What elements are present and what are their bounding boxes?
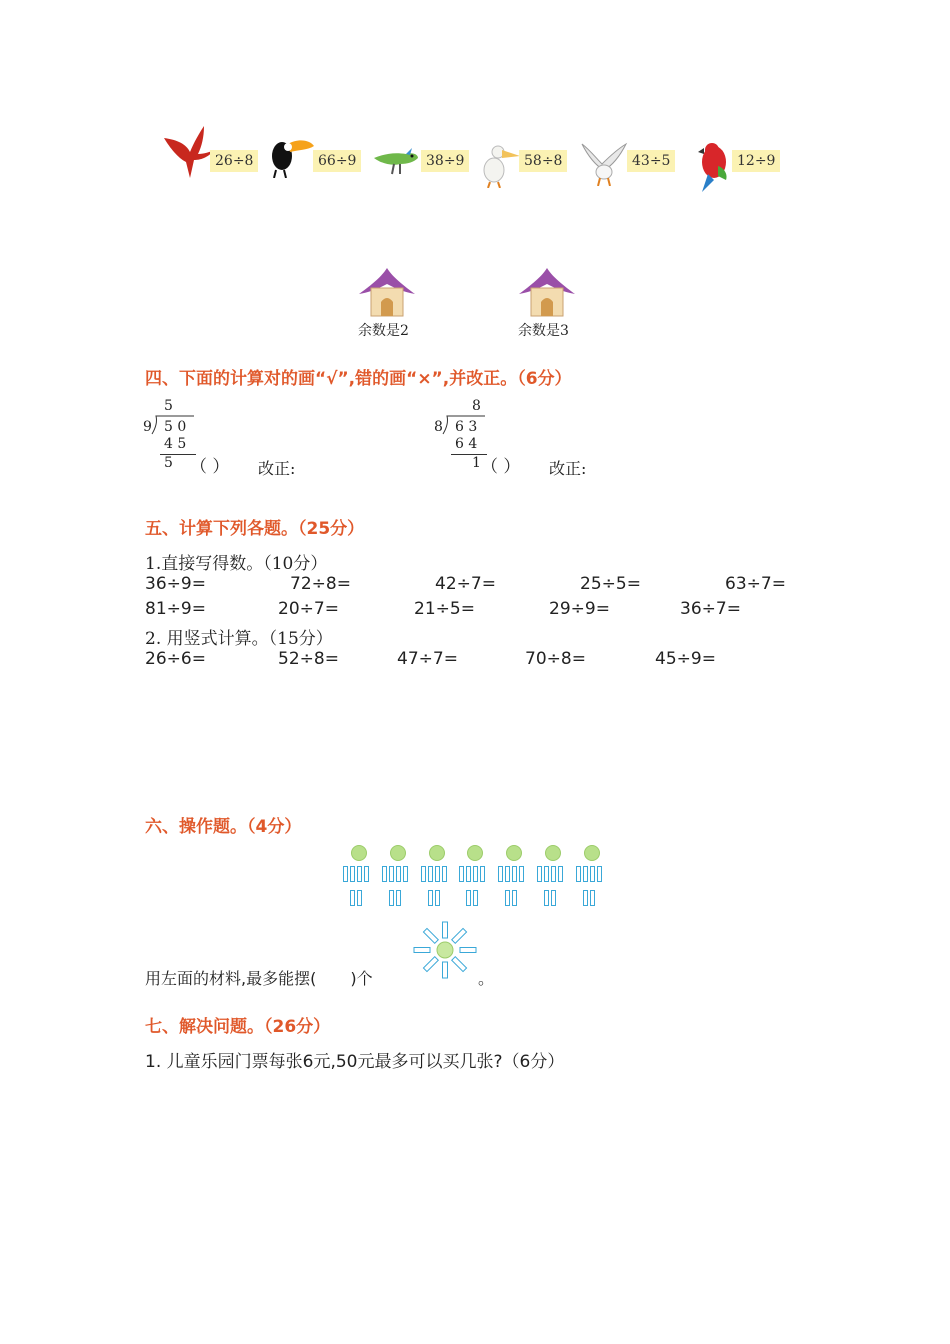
material-circle [545, 845, 561, 861]
material-circle [429, 845, 445, 861]
stick [583, 890, 588, 906]
answer-paren[interactable]: （ ） [190, 457, 230, 477]
remainder: 5 [164, 455, 173, 471]
problem: 52÷8= [278, 649, 339, 669]
stick [364, 866, 369, 882]
stick [551, 890, 556, 906]
stick [389, 866, 394, 882]
stick [421, 866, 426, 882]
stick [473, 890, 478, 906]
toucan-icon [268, 132, 316, 178]
stick [597, 866, 602, 882]
stick [403, 866, 408, 882]
problem: 81÷9= [145, 599, 206, 619]
problem: 45÷9= [655, 649, 716, 669]
material-sticks [382, 866, 410, 886]
material-sticks [389, 890, 403, 910]
problem: 20÷7= [278, 599, 339, 619]
stick [435, 890, 440, 906]
question-1: 1. 儿童乐园门票每张6元,50元最多可以买几张?（6分） [145, 1052, 565, 1072]
green-bird-icon [372, 142, 420, 176]
part2-label: 2. 用竖式计算。（15分） [145, 629, 333, 649]
stick [551, 866, 556, 882]
stick [350, 866, 355, 882]
stick [357, 890, 362, 906]
question-mid: )个 [350, 969, 373, 988]
stick [537, 866, 542, 882]
problem: 72÷8= [290, 574, 351, 594]
stick [544, 866, 549, 882]
expr-label: 66÷9 [313, 150, 361, 172]
stick [428, 866, 433, 882]
expr-label: 58÷8 [519, 150, 567, 172]
pelican-icon [480, 140, 522, 188]
material-circle [390, 845, 406, 861]
stick [480, 866, 485, 882]
dividend: 6 3 [455, 419, 478, 435]
divisor: 9 [143, 419, 152, 435]
house-icon [357, 266, 417, 318]
house-icon [517, 266, 577, 318]
house-label: 余数是3 [518, 323, 569, 339]
problem: 26÷6= [145, 649, 206, 669]
stick [357, 866, 362, 882]
house-label: 余数是2 [358, 323, 409, 339]
material-sticks [466, 890, 480, 910]
expr-label: 43÷5 [627, 150, 675, 172]
product: 6 4 [455, 436, 478, 452]
quotient: 8 [472, 398, 481, 414]
material-sticks [505, 890, 519, 910]
material-circle [467, 845, 483, 861]
expr-label: 12÷9 [732, 150, 780, 172]
part1-label: 1.直接写得数。（10分） [145, 554, 328, 574]
problem: 36÷9= [145, 574, 206, 594]
stick [583, 866, 588, 882]
stick [590, 890, 595, 906]
red-bird-icon [160, 122, 216, 180]
material-sticks [576, 866, 604, 886]
material-circle [506, 845, 522, 861]
problem: 29÷9= [549, 599, 610, 619]
divisor: 8 [434, 419, 443, 435]
material-sticks [544, 890, 558, 910]
stick [590, 866, 595, 882]
problem: 25÷5= [580, 574, 641, 594]
stick [498, 866, 503, 882]
stick [428, 890, 433, 906]
section6-question [145, 966, 373, 989]
section7-title: 七、解决问题。（26分） [145, 1017, 331, 1037]
answer-paren[interactable]: （ ） [481, 457, 521, 477]
product: 4 5 [164, 436, 187, 452]
material-sticks [498, 866, 526, 886]
stick [505, 866, 510, 882]
section6-title: 六、操作题。（4分） [145, 817, 302, 837]
expr-label: 26÷8 [210, 150, 258, 172]
section4-title: 四、下面的计算对的画“√”,错的画“×”,并改正。（6分） [145, 369, 572, 389]
stick [459, 866, 464, 882]
material-sticks [343, 866, 371, 886]
section5-title: 五、计算下列各题。（25分） [145, 519, 365, 539]
remainder: 1 [472, 455, 481, 471]
stick [343, 866, 348, 882]
stick [512, 890, 517, 906]
problem: 63÷7= [725, 574, 786, 594]
stick [544, 890, 549, 906]
material-circle [584, 845, 600, 861]
fix-label: 改正: [549, 459, 587, 478]
stick [466, 866, 471, 882]
parrot-icon [694, 140, 732, 194]
material-sticks [350, 890, 364, 910]
stick [442, 866, 447, 882]
stick [396, 866, 401, 882]
material-circle [351, 845, 367, 861]
problem: 21÷5= [414, 599, 475, 619]
material-sticks [428, 890, 442, 910]
fix-label: 改正: [258, 459, 296, 478]
material-sticks [537, 866, 565, 886]
problem: 47÷7= [397, 649, 458, 669]
dividend: 5 0 [164, 419, 187, 435]
stick [576, 866, 581, 882]
stick [435, 866, 440, 882]
material-sticks [583, 890, 597, 910]
stick [505, 890, 510, 906]
stick [382, 866, 387, 882]
stick [396, 890, 401, 906]
stick [389, 890, 394, 906]
expr-label: 38÷9 [421, 150, 469, 172]
stick [350, 890, 355, 906]
material-sticks [421, 866, 449, 886]
problem: 70÷8= [525, 649, 586, 669]
stick [466, 890, 471, 906]
question-suffix: 。 [478, 969, 495, 988]
seagull-icon [580, 140, 628, 186]
stick [519, 866, 524, 882]
material-sticks [459, 866, 487, 886]
sun-shape-icon [410, 918, 480, 982]
stick [558, 866, 563, 882]
problem: 42÷7= [435, 574, 496, 594]
question-prefix: 用左面的材料,最多能摆( [145, 969, 317, 988]
problem: 36÷7= [680, 599, 741, 619]
stick [473, 866, 478, 882]
quotient: 5 [164, 398, 173, 414]
stick [512, 866, 517, 882]
